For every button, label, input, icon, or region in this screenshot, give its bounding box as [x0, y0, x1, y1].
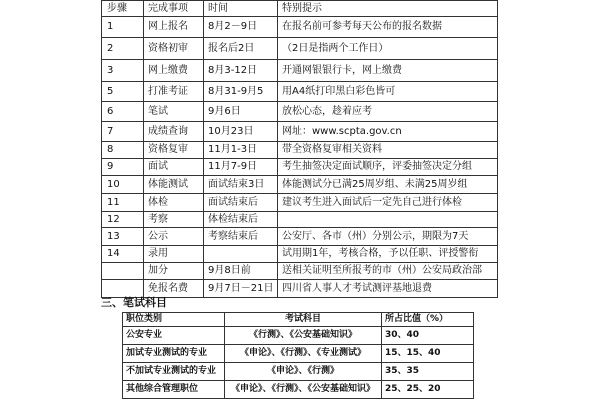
exam-subjects: 《行测》、《公安基础知识》: [225, 327, 382, 345]
step-item: 网上报名: [144, 17, 204, 38]
exam-category: 其他综合管理职位: [123, 381, 225, 399]
exam-ratio: 15、15、40: [382, 345, 474, 363]
header-category: 职位类别: [123, 313, 225, 327]
exam-category: 加试专业测试的专业: [123, 345, 225, 363]
header-ratio: 所占比值（%）: [382, 313, 474, 327]
step-tip: 放松心态，趁着应考: [278, 102, 498, 122]
step-item: 录用: [144, 246, 204, 263]
step-number: 13: [102, 228, 144, 246]
step-tip: 开通网银银行卡，网上缴费: [278, 60, 498, 82]
step-item: 资格初审: [144, 38, 204, 60]
step-number: 8: [102, 142, 144, 159]
step-item: 笔试: [144, 102, 204, 122]
table-row: [102, 17, 498, 38]
step-time: [204, 246, 278, 263]
step-number: 14: [102, 246, 144, 263]
step-time: 报名后2日: [204, 38, 278, 60]
step-number: 2: [102, 38, 144, 60]
step-tip: 用A4纸打印黑白彩色皆可: [278, 82, 498, 102]
step-number: 1: [102, 17, 144, 38]
table-row: [102, 263, 498, 280]
exam-header-row: [123, 313, 474, 327]
step-number: 10: [102, 176, 144, 194]
steps-header-row: [102, 1, 498, 17]
section-title-exam-subjects: 三、笔试科目: [101, 296, 167, 309]
step-time: 体检结束后: [204, 212, 278, 228]
step-number: 5: [102, 82, 144, 102]
step-tip: 网址：www.scpta.gov.cn: [278, 122, 498, 142]
table-row: [102, 142, 498, 159]
step-item: 免报名费: [144, 280, 204, 298]
header-item: 完成事项: [144, 1, 204, 17]
step-tip: [278, 212, 498, 228]
step-number: 12: [102, 212, 144, 228]
step-time: 9月7日－21日: [204, 280, 278, 298]
step-item: 体能测试: [144, 176, 204, 194]
table-row: [102, 246, 498, 263]
step-time: 9月6日: [204, 102, 278, 122]
step-item: 加分: [144, 263, 204, 280]
step-number: 7: [102, 122, 144, 142]
table-row: [102, 38, 498, 60]
step-time: 8月31-9月5: [204, 82, 278, 102]
step-tip: 考生抽签决定面试顺序，评委抽签决定分组: [278, 159, 498, 176]
exam-ratio: 35、35: [382, 363, 474, 381]
step-item: 网上缴费: [144, 60, 204, 82]
exam-subjects-table: [122, 312, 474, 399]
step-item: 成绩查询: [144, 122, 204, 142]
step-item: 公示: [144, 228, 204, 246]
exam-subjects: 《申论》、《行测》、《专业测试》: [225, 345, 382, 363]
exam-ratio: 25、25、20: [382, 381, 474, 399]
table-row: [102, 228, 498, 246]
step-time: 考察结束后: [204, 228, 278, 246]
step-item: 体检: [144, 194, 204, 212]
table-row: [102, 122, 498, 142]
table-row: [102, 212, 498, 228]
steps-table: [101, 0, 498, 298]
step-number: 6: [102, 102, 144, 122]
step-time: 面试结束3日: [204, 176, 278, 194]
step-item: 资格复审: [144, 142, 204, 159]
table-row: [123, 327, 474, 345]
exam-subjects: 《申论》、《行测》、《公安基础知识》: [225, 381, 382, 399]
step-time: 8月3-12日: [204, 60, 278, 82]
header-time: 时间: [204, 1, 278, 17]
step-item: 打准考证: [144, 82, 204, 102]
step-tip: 在报名前可参考每天公布的报名数据: [278, 17, 498, 38]
exam-ratio: 30、40: [382, 327, 474, 345]
step-time: 10月23日: [204, 122, 278, 142]
step-tip: 送相关证明至所报考的市（州）公安局政治部: [278, 263, 498, 280]
step-item: 考察: [144, 212, 204, 228]
header-subjects: 考试科目: [225, 313, 382, 327]
step-number: 11: [102, 194, 144, 212]
exam-subjects: 《申论》、《行测》: [225, 363, 382, 381]
step-time: 8月2－9日: [204, 17, 278, 38]
exam-category: 不加试专业测试的专业: [123, 363, 225, 381]
table-row: [123, 345, 474, 363]
step-number: [102, 263, 144, 280]
step-number: 3: [102, 60, 144, 82]
header-tip: 特别提示: [278, 1, 498, 17]
step-tip: 体能测试分已满25周岁组、未满25周岁组: [278, 176, 498, 194]
step-tip: 建议考生进入面试后一定先自己进行体检: [278, 194, 498, 212]
table-row: [102, 159, 498, 176]
table-row: [102, 176, 498, 194]
exam-category: 公安专业: [123, 327, 225, 345]
step-tip: 带全资格复审相关资料: [278, 142, 498, 159]
step-number: 9: [102, 159, 144, 176]
step-time: 11月1-3日: [204, 142, 278, 159]
step-time: 9月8日前: [204, 263, 278, 280]
header-step: 步骤: [102, 1, 144, 17]
table-row: [123, 381, 474, 399]
table-row: [102, 82, 498, 102]
step-item: 面试: [144, 159, 204, 176]
step-time: 面试结束后: [204, 194, 278, 212]
step-tip: 公安厅、各市（州）分别公示，期限为7天: [278, 228, 498, 246]
step-tip: （2日是指两个工作日）: [278, 38, 498, 60]
table-row: [102, 102, 498, 122]
table-row: [102, 194, 498, 212]
table-row: [102, 60, 498, 82]
table-row: [123, 363, 474, 381]
step-tip: 试用期1年，考核合格，予以任职、评授警衔: [278, 246, 498, 263]
step-tip: 四川省人事人才考试测评基地退费: [278, 280, 498, 298]
step-time: 11月7-9日: [204, 159, 278, 176]
